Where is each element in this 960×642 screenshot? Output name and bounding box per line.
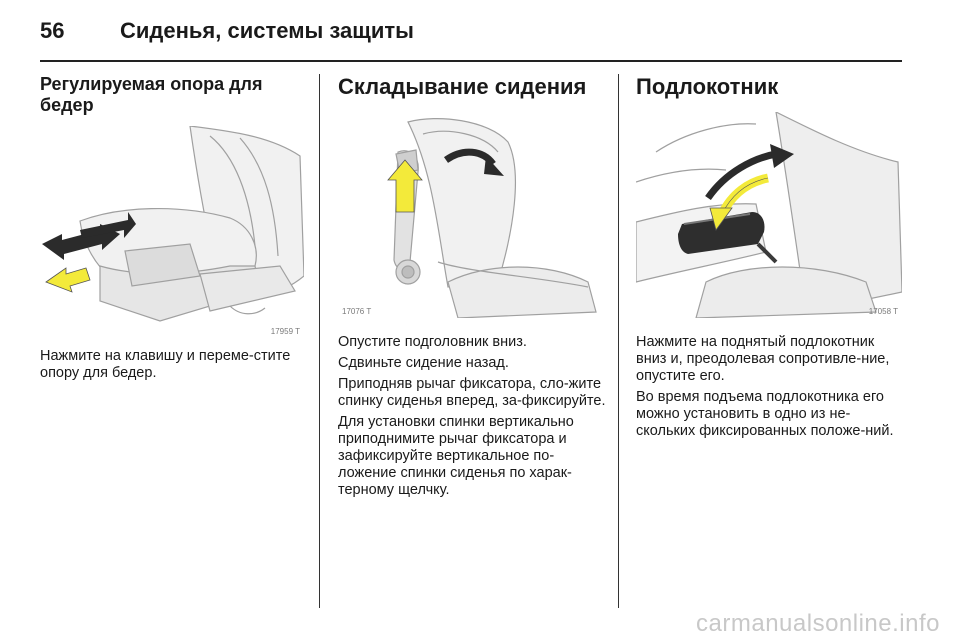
illustration-thigh-support [40,126,304,338]
column-divider [319,74,320,608]
section-heading: Подлокотник [636,74,779,99]
illustration-armrest [636,112,902,318]
paragraph: Приподняв рычаг фиксатора, сло-жите спинку сиденья вперед, за-фиксируйте. [338,376,606,409]
watermark: carmanualsonline.info [696,610,940,637]
paragraph: Сдвиньте сидение назад. [338,355,509,371]
column-divider [618,74,619,608]
page-title: Сиденья, системы защиты [120,18,414,43]
section-armrest [636,74,906,100]
paragraph: Опустите подголовник вниз. [338,334,527,350]
paragraph: Нажмите на клавишу и переме-стите опору для бедер. [40,348,291,381]
image-code: 17959 T [270,327,300,336]
section-body [636,334,904,444]
image-code: 17076 T [342,307,372,316]
section-body [338,334,608,503]
paragraph: Нажмите на поднятый подлокотник вниз и, преодолевая сопротивле-ние, опустите его. [636,334,890,384]
paragraph: Для установки спинки вертикально приподнимите рычаг фиксатора и зафиксируйте вертикальное по-ложение спинки сиденья по харак-терному щелчку. [338,414,574,498]
illustration-seat-folding [338,112,602,318]
section-body [40,348,302,386]
image-code: 17058 T [868,307,898,316]
header-rule [40,60,902,62]
section-thigh-support [40,74,305,116]
page-header [40,14,920,48]
section-heading: Регулируемая опора для бедер [40,74,263,115]
section-heading: Складывание сидения [338,74,587,99]
page-number: 56 [40,18,65,43]
paragraph: Во время подъема подлокотника его можно установить в одно из не-скольких фиксированных положе-ний. [636,389,894,439]
section-seat-folding [338,74,608,100]
